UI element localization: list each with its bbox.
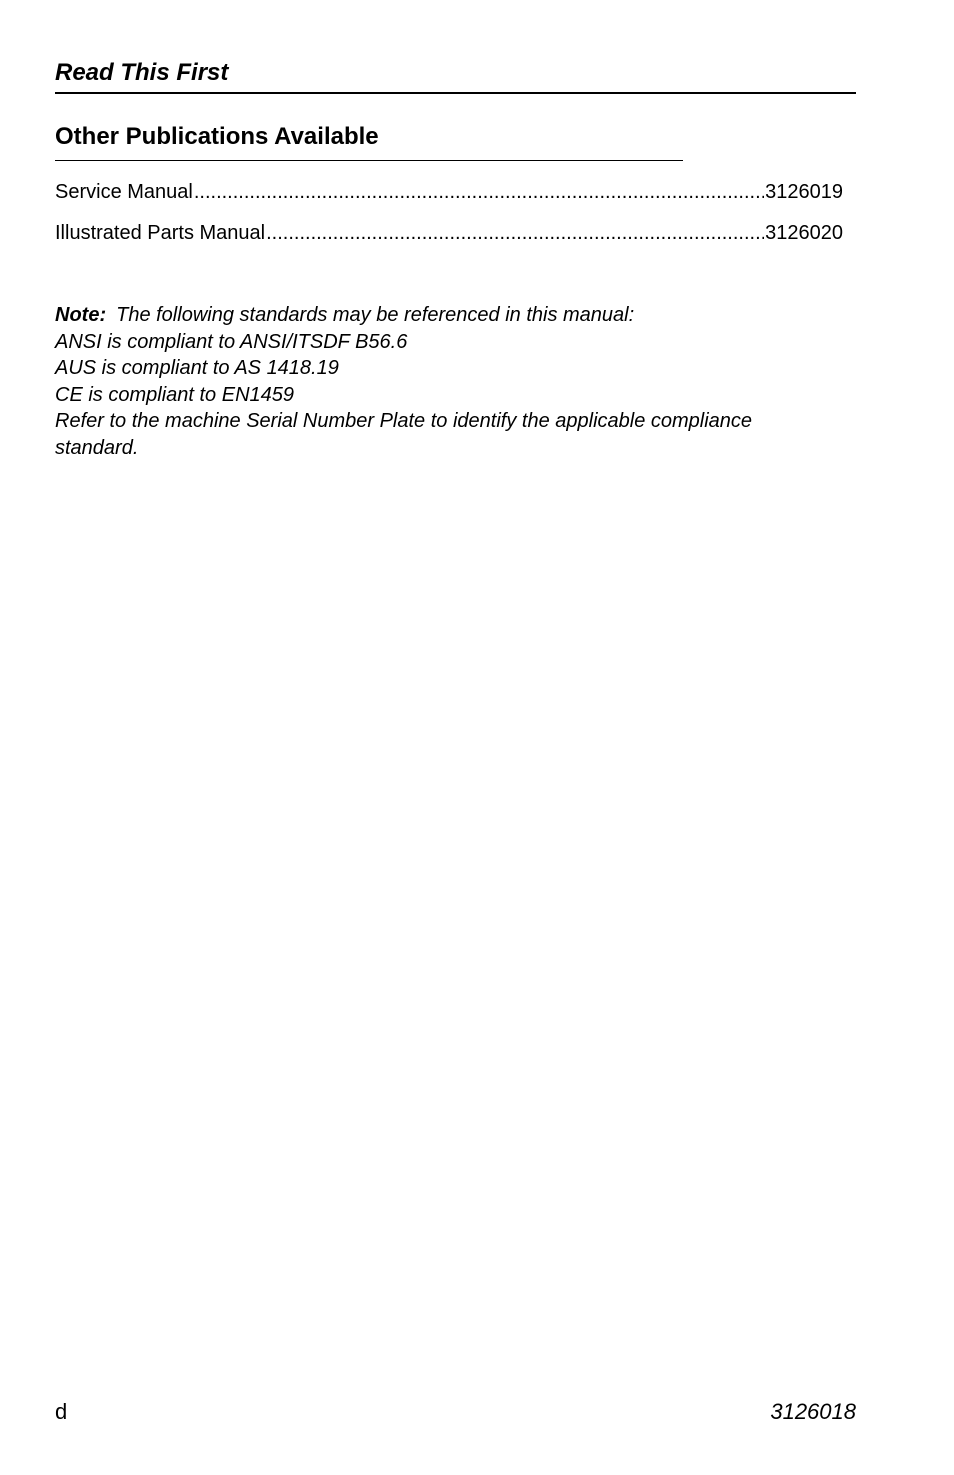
- publication-name: Service Manual: [55, 181, 193, 203]
- dot-leader: [266, 220, 764, 246]
- note-line-serial-plate: Refer to the machine Serial Number Plate to identify the applicable compliance standard.: [55, 410, 753, 459]
- compliance-note: [55, 302, 835, 462]
- note-intro-line: [55, 302, 835, 329]
- publication-name: Illustrated Parts Manual: [55, 222, 266, 244]
- running-header-title: Read This First: [55, 58, 856, 94]
- publication-row-service-manual: [55, 179, 843, 205]
- publication-list: [55, 179, 843, 261]
- note-label: Note:: [55, 304, 107, 326]
- note-line-ansi: ANSI is compliant to ANSI/ITSDF B56.6: [55, 330, 408, 353]
- note-line-ce: CE is compliant to EN1459: [55, 383, 295, 406]
- page-letter: d: [55, 1399, 68, 1424]
- publication-number: 3126020: [765, 222, 843, 244]
- publication-number: 3126019: [765, 181, 843, 203]
- dot-leader: [194, 179, 764, 205]
- note-intro: The following standards may be referenced in this manual:: [116, 304, 635, 326]
- document-number: 3126018: [770, 1399, 856, 1424]
- publication-row-illustrated-parts-manual: [55, 220, 843, 246]
- note-line-aus: AUS is compliant to AS 1418.19: [55, 357, 339, 380]
- section-title: Other Publications Available: [55, 122, 683, 161]
